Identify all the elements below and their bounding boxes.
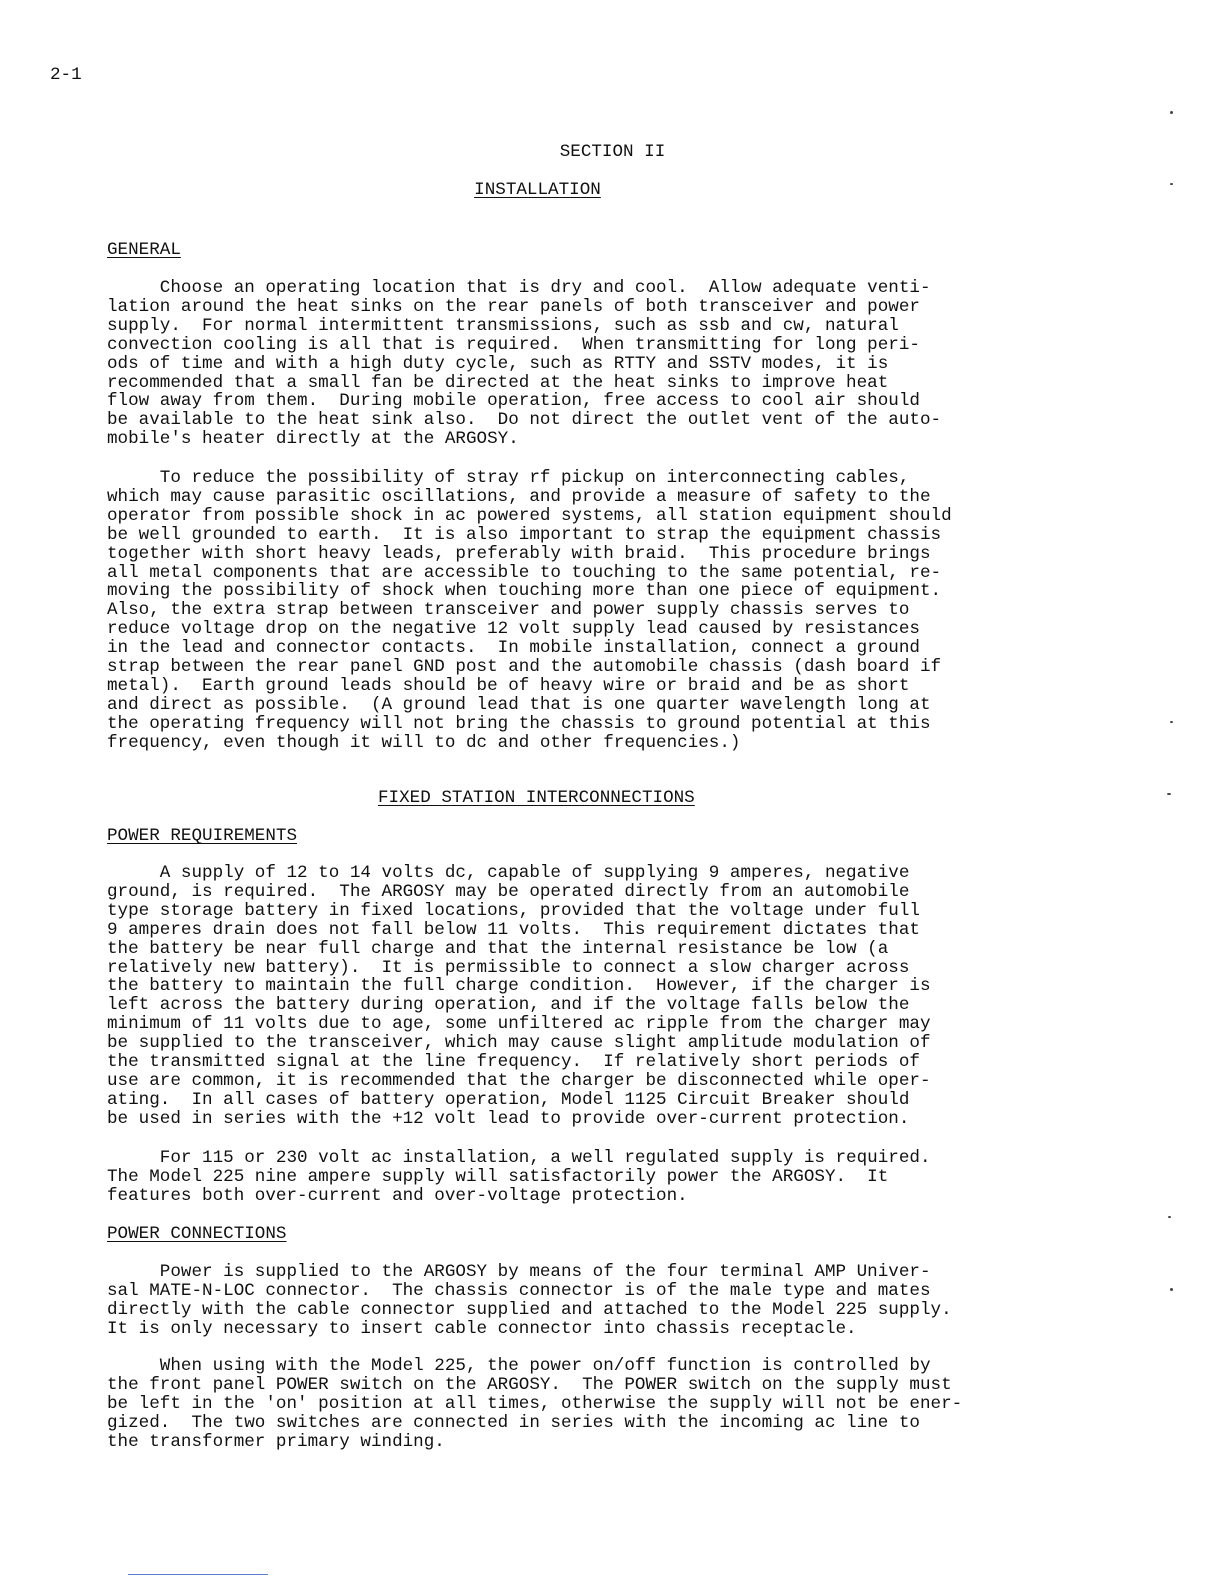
section-title-text: INSTALLATION [474, 180, 601, 200]
general-heading: GENERAL [107, 240, 181, 260]
scan-speck [1168, 1216, 1171, 1218]
fixed-station-heading: FIXED STATION INTERCONNECTIONS [378, 788, 695, 808]
scan-speck [1170, 183, 1173, 185]
scan-speck [1170, 1288, 1173, 1291]
scan-line [128, 1574, 268, 1575]
power-requirements-heading: POWER REQUIREMENTS [107, 826, 298, 846]
page-number: 2-1 [50, 65, 82, 85]
scan-speck [1170, 721, 1173, 723]
power-connections-paragraph-2: When using with the Model 225, the power on/off function is controlled by the front panel POWER switch on the ARGOSY. The POWER switch on the supply must be left in the 'on' position at all times, otherwise the supply will not be ener- gized. The two switches are connected in series with the incoming ac line to the transformer primary winding. [107, 1356, 963, 1452]
general-paragraph-1: Choose an operating location that is dry and cool. Allow adequate venti- lation around the heat sinks on the rear panels of both transceiver and power supply. For normal intermittent transmissions, such as ssb and cw, natural convection cooling is all that is required. When transmitting for long peri- ods of time and with a high duty cycle, such as RTTY and SSTV modes, it is recommended that a small fan be directed at the heat sinks to improve heat flow away from them. During mobile operation, free access to cool air should be available to the heat sink also. Do not direct the outlet vent of the auto- mobile's heater directly at the ARGOSY. [107, 278, 942, 450]
scan-speck [1170, 111, 1173, 114]
power-connections-heading: POWER CONNECTIONS [107, 1224, 287, 1244]
scan-speck [1167, 793, 1171, 795]
power-connections-paragraph-1: Power is supplied to the ARGOSY by means of the four terminal AMP Univer- sal MATE-N-LOC connector. The chassis connector is of the male type and mates directly with the cable connector supplied and attached to the Model 225 supply. It is only necessary to insert cable connector into chassis receptacle. [107, 1262, 952, 1339]
general-paragraph-2: To reduce the possibility of stray rf pickup on interconnecting cables, which may cause parasitic oscillations, and provide a measure of safety to the operator from possible shock in ac powered systems, all station equipment should be well grounded to earth. It is also important to strap the equipment chassis together with short heavy leads, preferably with braid. This procedure brings all metal components that are accessible to touching to the same potential, re- moving the possibility of shock when touching more than one piece of equipment. Also, the extra strap between transceiver and power supply chassis serves to reduce voltage drop on the negative 12 volt supply lead caused by resistances in the lead and connector contacts. In mobile installation, connect a ground strap between the rear panel GND post and the automobile chassis (dash board if metal). Earth ground leads should be of heavy wire or braid and be as short and direct as possible. (A ground lead that is one quarter wavelength long at the operating frequency will not bring the chassis to ground potential at this frequency, even though it will to dc and other frequencies.) [107, 468, 952, 753]
section-title [0, 181, 1075, 200]
section-heading: SECTION II [559, 142, 666, 162]
power-requirements-paragraph-1: A supply of 12 to 14 volts dc, capable of supplying 9 amperes, negative ground, is required. The ARGOSY may be operated directly from an automobile type storage battery in fixed locations, provided that the voltage under full 9 amperes drain does not fall below 11 volts. This requirement dictates that the battery be near full charge and that the internal resistance be low (a relatively new battery). It is permissible to connect a slow charger across the battery to maintain the full charge condition. However, if the charger is left across the battery during operation, and if the voltage falls below the minimum of 11 volts due to age, some unfiltered ac ripple from the charger may be supplied to the transceiver, which may cause slight amplitude modulation of the transmitted signal at the line frequency. If relatively short periods of use are common, it is recommended that the charger be disconnected while oper- ating. In all cases of battery operation, Model 1125 Circuit Breaker should be used in series with the +12 volt lead to provide over-current protection. [107, 863, 931, 1129]
power-requirements-paragraph-2: For 115 or 230 volt ac installation, a well regulated supply is required. The Model 225 nine ampere supply will satisfactorily power the ARGOSY. It features both over-current and over-voltage protection. [107, 1148, 931, 1206]
